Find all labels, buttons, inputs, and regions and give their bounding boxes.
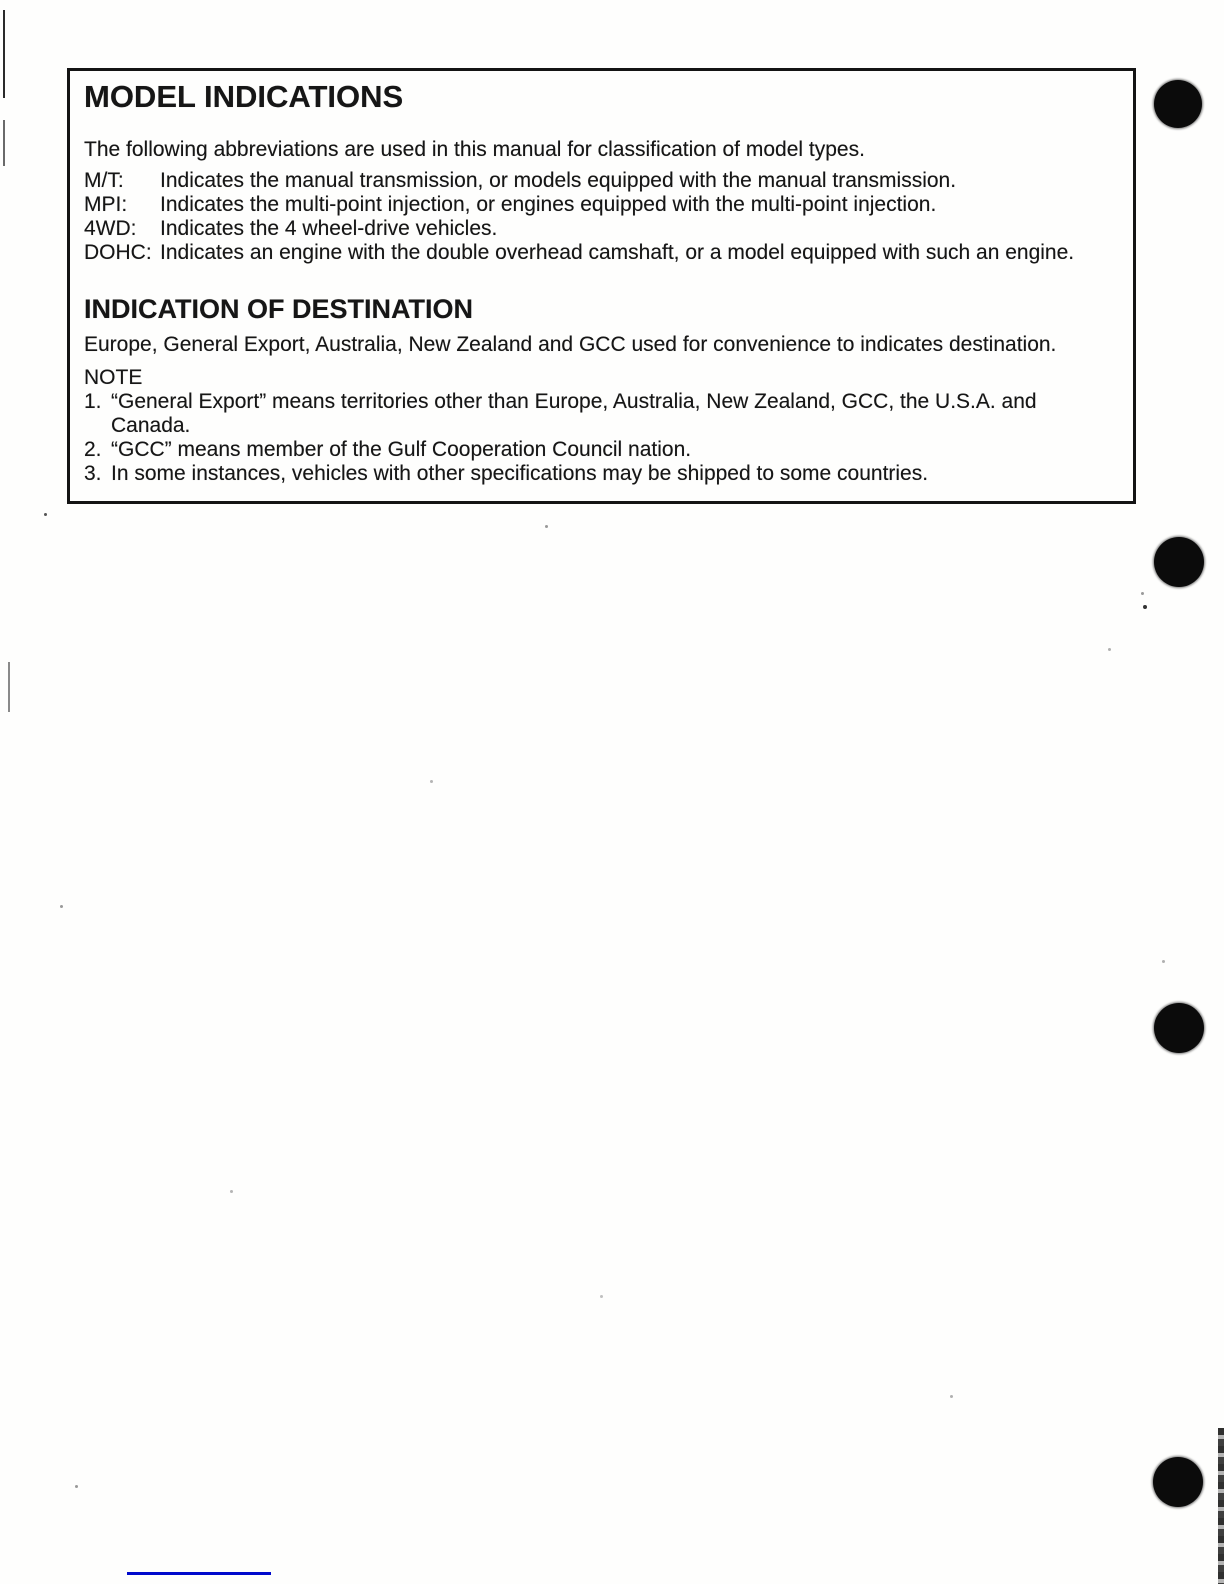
punch-hole-mark	[1154, 1003, 1204, 1053]
scan-speck	[1162, 960, 1165, 963]
scan-speck	[75, 1485, 78, 1488]
note-number: 3.	[84, 462, 102, 485]
note-number: 2.	[84, 438, 102, 461]
scan-edge-mark	[8, 662, 10, 712]
note-item	[84, 390, 1115, 438]
model-indications-box	[67, 68, 1136, 504]
scan-speck	[230, 1190, 233, 1193]
destination-section-title: INDICATION OF DESTINATION	[84, 294, 473, 324]
scan-speck	[950, 1395, 953, 1398]
scan-speck	[600, 1295, 603, 1298]
scan-speck	[545, 525, 548, 528]
scan-speck	[60, 905, 63, 908]
abbreviation-definition: Indicates the multi-point injection, or engines equipped with the multi-point injection.	[160, 193, 937, 216]
punch-hole-mark	[1154, 537, 1204, 587]
note-line: Canada.	[111, 414, 191, 437]
note-line: “General Export” means territories other than Europe, Australia, New Zealand, GCC, the U.S.A. and	[111, 390, 1037, 413]
note-item	[84, 462, 1115, 486]
note-text	[111, 438, 1115, 462]
abbreviation-definition: Indicates the 4 wheel-drive vehicles.	[160, 217, 498, 240]
abbreviation-definition: Indicates an engine with the double overhead camshaft, or a model equipped with such an engine.	[160, 241, 1075, 264]
abbreviation-term: DOHC:	[84, 241, 152, 264]
scan-speck	[1141, 592, 1144, 595]
note-list	[84, 390, 1115, 486]
abbreviation-row	[84, 193, 1115, 217]
note-text	[111, 462, 1115, 486]
scan-edge-noise	[1218, 1428, 1224, 1584]
note-label: NOTE	[84, 366, 143, 389]
abbreviation-list	[84, 169, 1115, 265]
abbreviation-definition: Indicates the manual transmission, or models equipped with the manual transmission.	[160, 169, 957, 192]
note-line: In some instances, vehicles with other specifications may be shipped to some countries.	[111, 462, 929, 485]
note-number: 1.	[84, 390, 102, 413]
intro-paragraph: The following abbreviations are used in this manual for classification of model types.	[84, 138, 865, 161]
note-text	[111, 390, 1115, 438]
scan-speck	[1143, 605, 1147, 609]
scan-speck	[1108, 648, 1111, 651]
scan-edge-mark	[3, 120, 5, 166]
destination-intro: Europe, General Export, Australia, New Zealand and GCC used for convenience to indicates destination.	[84, 333, 1057, 356]
abbreviation-row	[84, 241, 1115, 265]
scan-speck	[430, 780, 433, 783]
abbreviation-term: M/T:	[84, 169, 124, 192]
note-item	[84, 438, 1115, 462]
abbreviation-row	[84, 217, 1115, 241]
abbreviation-row	[84, 169, 1115, 193]
abbreviation-term: MPI:	[84, 193, 128, 216]
scan-edge-mark	[3, 10, 5, 98]
punch-hole-mark	[1154, 80, 1202, 128]
note-line: “GCC” means member of the Gulf Cooperation Council nation.	[111, 438, 692, 461]
punch-hole-mark	[1153, 1457, 1203, 1507]
bottom-accent-line	[127, 1572, 271, 1575]
scan-speck	[44, 513, 47, 516]
page-title: MODEL INDICATIONS	[84, 79, 404, 114]
abbreviation-term: 4WD:	[84, 217, 137, 240]
